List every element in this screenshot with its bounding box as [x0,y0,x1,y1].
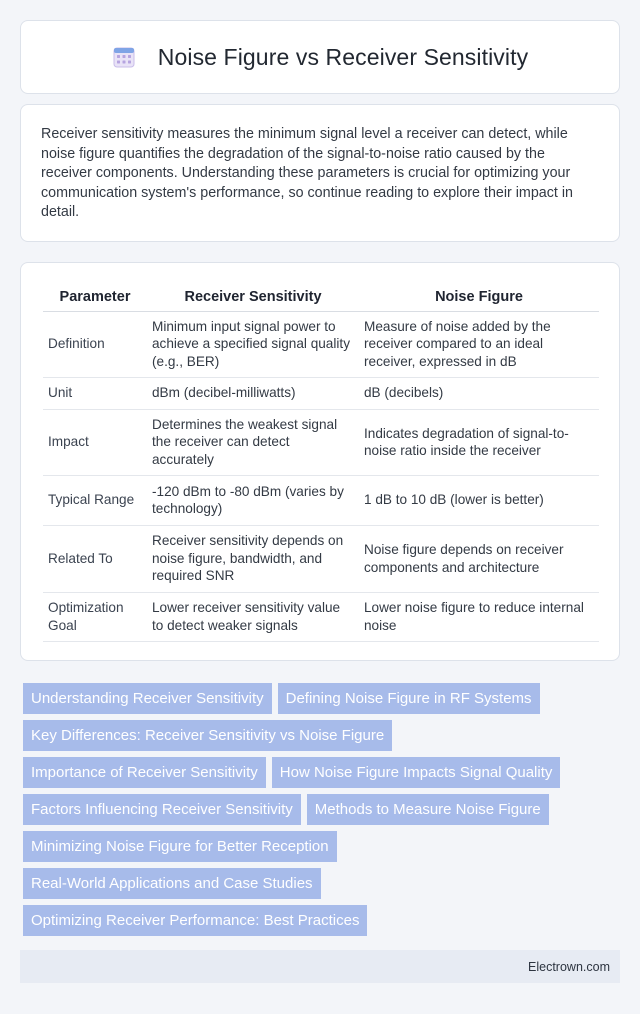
table-row [43,409,599,475]
tag-row [23,794,617,825]
link-key-differences[interactable]: Key Differences: Receiver Sensitivity vs Noise Figure [23,720,392,751]
row-noise-figure: Noise figure depends on receiver components and architecture [359,525,599,592]
link-best-practices[interactable]: Optimizing Receiver Performance: Best Practices [23,905,367,936]
row-noise-figure: Indicates degradation of signal-to-noise ratio inside the receiver [359,409,599,475]
header-card [20,20,620,94]
tag-row [23,683,617,714]
row-receiver-sensitivity: -120 dBm to -80 dBm (varies by technology) [147,475,359,525]
row-parameter: Optimization Goal [43,592,147,641]
row-parameter: Typical Range [43,475,147,525]
row-parameter: Impact [43,409,147,475]
tag-row [23,905,617,936]
row-receiver-sensitivity: Receiver sensitivity depends on noise figure, bandwidth, and required SNR [147,525,359,592]
intro-paragraph: Receiver sensitivity measures the minimum signal level a receiver can detect, while noise figure quantifies the degradation of the signal-to-noise ratio caused by the receiver components. Understanding these parameters is crucial for optimizing your communication system's performance, so continue reading to explore their impact in detail. [41,126,573,220]
row-receiver-sensitivity: dBm (decibel-milliwatts) [147,377,359,409]
link-applications-case-studies[interactable]: Real-World Applications and Case Studies [23,868,321,899]
header-noise-figure: Noise Figure [359,283,599,311]
link-measure-noise-figure[interactable]: Methods to Measure Noise Figure [307,794,549,825]
page-title: Noise Figure vs Receiver Sensitivity [157,43,529,70]
row-noise-figure: Measure of noise added by the receiver compared to an ideal receiver, expressed in dB [359,311,599,377]
link-noise-figure-signal-quality[interactable]: How Noise Figure Impacts Signal Quality [272,757,561,788]
calendar-icon [112,45,136,69]
tag-row [23,868,617,899]
footer [20,950,620,983]
link-defining-noise-figure[interactable]: Defining Noise Figure in RF Systems [278,683,540,714]
table-row [43,475,599,525]
comparison-table-card [20,262,620,661]
row-noise-figure: dB (decibels) [359,377,599,409]
table-row [43,311,599,377]
row-receiver-sensitivity: Determines the weakest signal the receiver can detect accurately [147,409,359,475]
row-receiver-sensitivity: Lower receiver sensitivity value to detect weaker signals [147,592,359,641]
row-noise-figure: Lower noise figure to reduce internal noise [359,592,599,641]
header-parameter: Parameter [43,283,147,311]
comparison-table [43,283,599,642]
row-receiver-sensitivity: Minimum input signal power to achieve a specified signal quality (e.g., BER) [147,311,359,377]
link-importance-receiver-sensitivity[interactable]: Importance of Receiver Sensitivity [23,757,266,788]
row-noise-figure: 1 dB to 10 dB (lower is better) [359,475,599,525]
row-parameter: Unit [43,377,147,409]
table-row [43,592,599,641]
intro-card [20,104,620,242]
tag-row [23,757,617,788]
table-row [43,377,599,409]
table-row [43,525,599,592]
tag-row [23,720,617,751]
table-header-row [43,283,599,311]
row-parameter: Related To [43,525,147,592]
link-understanding-receiver-sensitivity[interactable]: Understanding Receiver Sensitivity [23,683,272,714]
link-minimizing-noise-figure[interactable]: Minimizing Noise Figure for Better Reception [23,831,337,862]
row-parameter: Definition [43,311,147,377]
link-factors-receiver-sensitivity[interactable]: Factors Influencing Receiver Sensitivity [23,794,301,825]
tag-row [23,831,617,862]
footer-site-name: Electrown.com [528,959,610,974]
header-receiver-sensitivity: Receiver Sensitivity [147,283,359,311]
topic-links [23,683,617,942]
